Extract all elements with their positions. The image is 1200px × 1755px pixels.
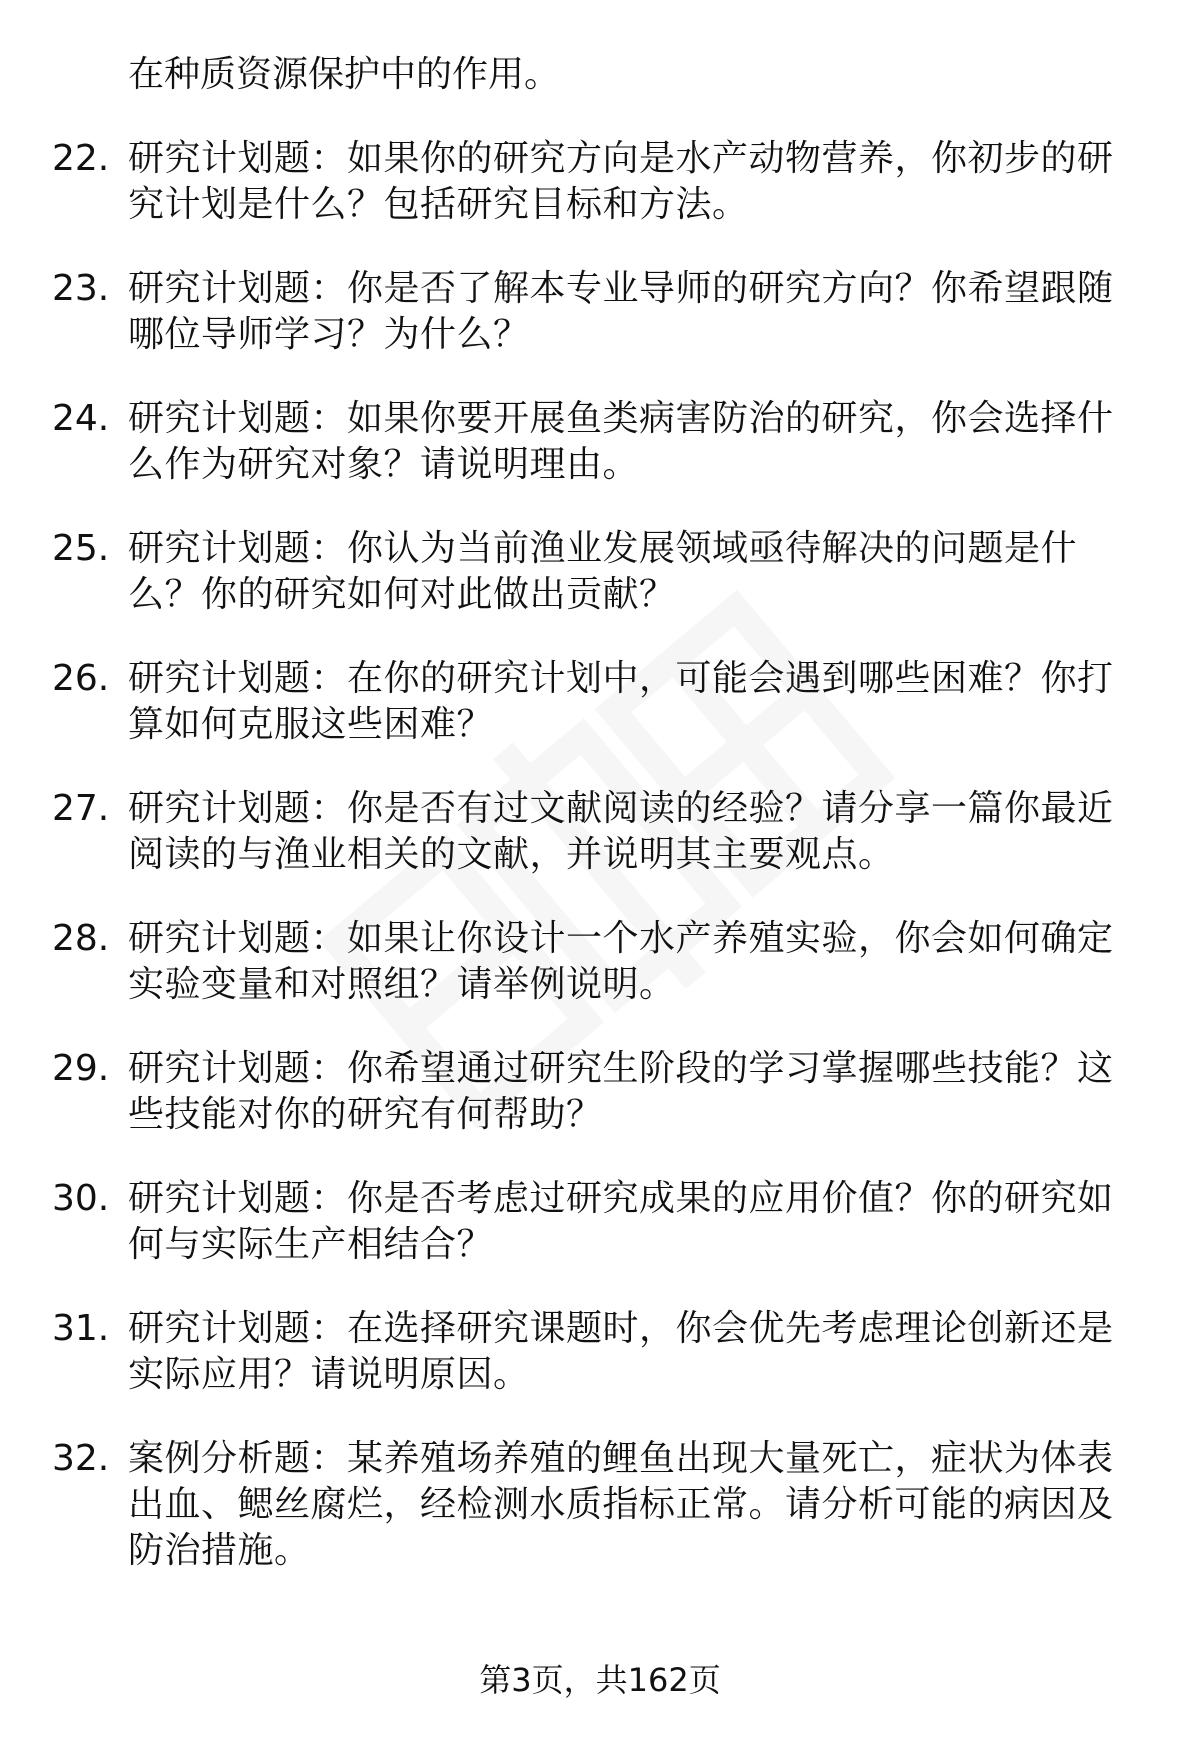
item-number: 27.: [52, 788, 110, 829]
item-number: 29.: [52, 1048, 110, 1089]
item-number: 24.: [52, 398, 110, 439]
item-number: 32.: [52, 1438, 110, 1479]
item-text: 研究计划题：你是否考虑过研究成果的应用价值？你的研究如何与实际生产相结合？: [128, 1178, 1114, 1265]
question-list: [52, 52, 1142, 1612]
list-item: [52, 1436, 1142, 1574]
item-text: 研究计划题：在选择研究课题时，你会优先考虑理论创新还是实际应用？请说明原因。: [128, 1308, 1114, 1395]
item-text: 研究计划题：你希望通过研究生阶段的学习掌握哪些技能？这些技能对你的研究有何帮助？: [128, 1048, 1114, 1135]
continuation-text: 在种质资源保护中的作用。: [128, 54, 561, 95]
item-text: 案例分析题：某养殖场养殖的鲤鱼出现大量死亡，症状为体表出血、鳃丝腐烂，经检测水质指标正常。请分析可能的病因及防治措施。: [128, 1438, 1114, 1571]
list-item: [52, 1046, 1142, 1138]
item-number: 22.: [52, 138, 110, 179]
list-item: [52, 1176, 1142, 1268]
list-item: [52, 1306, 1142, 1398]
list-item: [52, 656, 1142, 748]
list-item: [52, 786, 1142, 878]
list-item: [52, 526, 1142, 618]
item-number: 30.: [52, 1178, 110, 1219]
list-item: [52, 136, 1142, 228]
list-item: [52, 396, 1142, 488]
item-text: 研究计划题：如果让你设计一个水产养殖实验，你会如何确定实验变量和对照组？请举例说明。: [128, 918, 1114, 1005]
item-number: 28.: [52, 918, 110, 959]
list-item: [52, 266, 1142, 358]
item-text: 研究计划题：你是否有过文献阅读的经验？请分享一篇你最近阅读的与渔业相关的文献，并说明其主要观点。: [128, 788, 1114, 875]
list-item: [52, 916, 1142, 1008]
item-number: 26.: [52, 658, 110, 699]
item-number: 23.: [52, 268, 110, 309]
page-number-footer: 第3页，共162页: [479, 1661, 721, 1699]
item-text: 研究计划题：如果你要开展鱼类病害防治的研究，你会选择什么作为研究对象？请说明理由。: [128, 398, 1114, 485]
item-text: 研究计划题：你是否了解本专业导师的研究方向？你希望跟随哪位导师学习？为什么？: [128, 268, 1114, 355]
item-text: 研究计划题：在你的研究计划中，可能会遇到哪些困难？你打算如何克服这些困难？: [128, 658, 1114, 745]
item-number: 25.: [52, 528, 110, 569]
item-number: 31.: [52, 1308, 110, 1349]
item-text: 研究计划题：如果你的研究方向是水产动物营养，你初步的研究计划是什么？包括研究目标和方法。: [128, 138, 1114, 225]
item-text: 研究计划题：你认为当前渔业发展领域亟待解决的问题是什么？你的研究如何对此做出贡献？: [128, 528, 1078, 615]
